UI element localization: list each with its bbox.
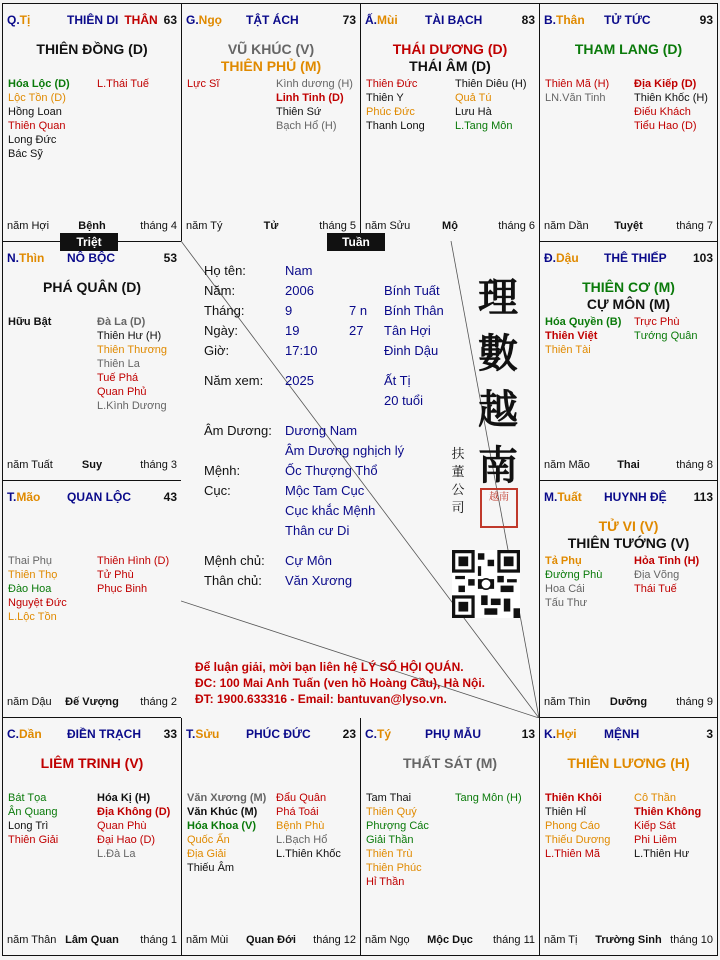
minor-star: Phúc Đức [366,106,415,118]
nguyet-han-month: tháng 7 [676,220,713,232]
nguyet-han-month: tháng 5 [319,220,356,232]
tieu-han-year: năm Tuất [7,459,53,471]
palace-name: MỆNH [604,727,640,741]
main-star: THIÊN TƯỚNG (V) [567,535,690,551]
can-chi: M.Tuất [544,490,582,504]
minor-star: Hữu Bật [8,316,52,328]
left-star-column [366,77,452,133]
right-star-column [634,791,718,861]
info-nam-xem-can-chi: Ất Tị [384,373,411,388]
palace-name: THÊ THIẾP [604,251,667,265]
minor-star: Văn Xương (M) [187,792,267,804]
dai-van-number: 23 [342,727,356,741]
right-star-column [634,315,718,343]
main-star: THIÊN ĐỒNG (D) [36,41,148,57]
info-cuc-value: Mộc Tam Cục [285,483,365,498]
info-thang-value: 9 [285,303,293,318]
small-calligraphy: 扶 董 公 司 [451,447,465,516]
can-chi: Q.Tị [7,13,31,27]
truong-sinh-stage: Bệnh [78,220,106,232]
info-menh-chu-value: Cự Môn [285,553,332,568]
palace-name: PHỤ MẪU [425,727,481,741]
minor-star: Quan Phù [97,820,147,832]
minor-star: L.Tang Môn [455,120,513,132]
minor-star: Hóa Kị (H) [97,792,151,804]
palace-name: NÔ BỘC [67,251,115,265]
info-nam-value: 2006 [285,283,314,298]
minor-star: L.Lộc Tồn [8,611,57,623]
info-thang-am: 7 n [349,303,368,318]
palace-header [365,13,535,29]
minor-star: Thanh Long [366,120,425,132]
tieu-han-year: năm Ngọ [365,934,410,946]
minor-star: Trực Phù [634,316,680,328]
truong-sinh-stage: Suy [81,459,103,471]
minor-star: Quan Phủ [97,386,147,398]
minor-star: Thiên Mã (H) [545,78,610,90]
minor-star: L.Thiên Khốc [276,848,341,860]
truong-sinh-stage: Dưỡng [609,696,648,708]
nguyet-han-month: tháng 3 [140,459,177,471]
palace-cell-dien-trach [2,717,182,956]
minor-star: Nguyệt Đức [8,597,67,609]
minor-star: Lực Sĩ [187,78,220,90]
minor-star: Thiên Thọ [8,569,58,581]
info-nam-xem-value: 2025 [285,373,314,388]
right-star-column [97,791,182,861]
minor-star: Hóa Khoa (V) [187,820,257,832]
info-than-chu-value: Văn Xương [285,573,353,588]
palace-name: ĐIỀN TRẠCH [67,727,141,741]
info-ngay-can-chi: Tân Hợi [384,323,431,338]
minor-star: L.Thiên Hư [634,848,690,860]
tieu-han-year: năm Mùi [186,934,229,946]
minor-star: Tấu Thư [545,597,588,609]
truong-sinh-stage: Thai [617,459,640,471]
palace-cell-tat-ach [181,3,361,242]
palace-name: TÀI BẠCH [425,13,483,27]
minor-star: LN.Văn Tinh [545,92,606,104]
palace-cell-tu-tuc [539,3,718,242]
palace-footer [365,220,535,234]
minor-star: Bệnh Phù [276,820,325,832]
minor-star: Tả Phụ [545,555,582,567]
palace-header [7,727,177,743]
main-star: PHÁ QUÂN (D) [43,279,141,295]
truong-sinh-stage: Trường Sinh [595,934,662,946]
chi-label: Dậu [556,251,579,265]
truong-sinh-stage: Tuyệt [614,220,643,232]
dai-van-number: 73 [342,13,356,27]
main-star: THAM LANG (D) [574,41,683,57]
truong-sinh-stage: Quan Đới [246,934,296,946]
chi-label: Thìn [19,251,45,265]
minor-star: Thiên Phúc [366,862,422,874]
than-marker: THÂN [124,13,158,27]
info-ngay-label: Ngày: [204,323,238,338]
palace-name: QUAN LỘC [67,490,131,504]
palace-cell-quan-loc [2,480,182,718]
dai-van-number: 113 [693,490,713,504]
minor-star: Tam Thai [366,792,412,804]
tieu-han-year: năm Tị [544,934,578,946]
minor-star: Hóa Lộc (D) [8,78,70,90]
palace-header [365,727,535,743]
info-menh-chu-label: Mệnh chủ: [204,553,265,568]
qr-code[interactable] [452,550,520,618]
tuan-tag: Tuần [327,233,385,251]
tieu-han-year: năm Sửu [365,220,411,232]
info-gio-can-chi: Đinh Dậu [384,343,439,358]
minor-star: Địa Giải [187,848,227,860]
minor-star: Thái Tuế [634,583,677,595]
chi-label: Mùi [377,13,398,27]
minor-star: Thiên Quý [366,806,417,818]
minor-star: Bạch Hổ (H) [276,120,337,132]
palace-footer [7,934,177,948]
palace-footer [186,934,356,948]
tieu-han-year: năm Thìn [544,696,591,708]
minor-star: Hồng Loan [8,106,62,118]
nguyet-han-month: tháng 2 [140,696,177,708]
minor-star: L.Đà La [97,848,136,860]
left-star-column [545,554,631,610]
minor-star: Thiên La [97,358,140,370]
main-star: VŨ KHÚC (V) [227,41,315,57]
minor-star: Thiên Việt [545,330,598,342]
left-star-column [545,791,631,861]
can-chi: T.Mão [7,490,41,504]
minor-star: Thiên Sứ [276,106,322,118]
palace-footer [186,220,356,234]
palace-footer [7,459,177,473]
palace-cell-thien-di [2,3,182,242]
red-seal-stamp: 越南 [480,488,518,528]
minor-star: Phi Liêm [634,834,677,846]
minor-star: Thiên Giải [8,834,59,846]
minor-star: Long Trì [8,820,49,832]
nguyet-han-month: tháng 4 [140,220,177,232]
can-chi: C.Dần [7,727,42,741]
info-am-duong-value: Dương Nam [285,423,358,438]
minor-star: Đường Phù [545,569,603,581]
info-nam-xem-label: Năm xem: [204,373,264,388]
minor-star: Thiên Khôi [545,792,602,804]
chi-label: Sửu [195,727,220,741]
info-thang-label: Tháng: [204,303,245,318]
minor-star: Điếu Khách [634,106,691,118]
palace-cell-tai-bach [360,3,540,242]
minor-star: Tử Phù [97,569,134,581]
palace-footer [7,220,177,234]
tieu-han-year: năm Mão [544,459,590,471]
minor-star: Đào Hoa [8,583,52,595]
nguyet-han-month: tháng 9 [676,696,713,708]
palace-cell-phu-mau [360,717,540,956]
palace-footer [544,459,713,473]
left-star-column [545,315,631,357]
right-star-column [97,554,182,596]
palace-header [7,251,177,267]
main-star: THIÊN LƯƠNG (H) [567,755,690,771]
info-nam-label: Năm: [204,283,236,298]
info-menh-label: Mệnh: [204,463,241,478]
right-star-column [455,791,540,805]
chi-label: Ngọ [198,13,222,27]
palace-header [544,251,713,267]
right-star-column [455,77,540,133]
minor-star: Lưu Hà [455,106,492,118]
nguyet-han-month: tháng 10 [670,934,713,946]
minor-star: Đà La (D) [97,316,146,328]
main-star: LIÊM TRINH (V) [40,755,144,771]
minor-star: Thiên Hư (H) [97,330,162,342]
info-ngay-value: 19 [285,323,300,338]
minor-star: Hỏa Tinh (H) [634,555,700,567]
minor-star: Đẩu Quân [276,792,327,804]
minor-star: Thiên Hình (D) [97,555,170,567]
minor-star: L.Bạch Hổ [276,834,328,846]
truong-sinh-stage: Đế Vượng [65,696,119,708]
palace-header [7,490,177,506]
left-star-column [8,554,94,624]
minor-star: Phục Binh [97,583,148,595]
minor-star: Thiên Y [366,92,404,104]
truong-sinh-stage: Mộ [442,220,458,232]
tieu-han-year: năm Thân [7,934,57,946]
palace-header [544,727,713,743]
info-gio-value: 17:10 [285,343,318,358]
minor-star: Thiên Khốc (H) [634,92,708,104]
left-star-column [8,77,94,161]
chi-label: Tị [19,13,31,27]
palace-footer [365,934,535,948]
palace-cell-no-boc [2,241,182,481]
minor-star: Cô Thần [634,792,676,804]
minor-star: Văn Khúc (M) [187,806,258,818]
main-star: CỰ MÔN (M) [586,296,671,312]
minor-star: L.Kình Dương [97,400,167,412]
dai-van-number: 83 [521,13,535,27]
nguyet-han-month: tháng 8 [676,459,713,471]
left-star-column [187,791,273,875]
palace-footer [7,696,177,710]
minor-star: Hỉ Thần [366,876,405,888]
minor-star: Thiếu Âm [187,862,235,874]
left-star-column [545,77,631,105]
minor-star: Bác Sỹ [8,148,43,160]
info-than-chu-label: Thân chủ: [204,573,262,588]
info-thang-can-chi: Bính Thân [384,303,444,318]
minor-star: Tiểu Hao (D) [634,120,697,132]
info-ngay-am: 27 [349,323,364,338]
minor-star: Thiên Quan [8,120,66,132]
minor-star: Thiên Thương [97,344,168,356]
palace-cell-the-thiep [539,241,718,481]
palace-header [186,13,356,29]
info-nam-can-chi: Bính Tuất [384,283,440,298]
dai-van-number: 43 [163,490,177,504]
main-star: THÁI DƯƠNG (D) [392,41,508,57]
can-chi: N.Thìn [7,251,45,265]
minor-star: Đại Hao (D) [97,834,156,846]
minor-star: Kình dương (H) [276,78,353,90]
palace-cell-menh [539,717,718,956]
minor-star: Thiên Tài [545,344,591,356]
palace-header [544,490,713,506]
nguyet-han-month: tháng 6 [498,220,535,232]
nguyet-han-month: tháng 12 [313,934,356,946]
right-star-column [634,77,718,133]
truong-sinh-stage: Lâm Quan [65,934,119,946]
minor-star: Thiên Trù [366,848,413,860]
left-star-column [187,77,273,91]
palace-cell-huynh-de [539,480,718,718]
minor-star: Hóa Quyền (B) [545,316,622,328]
minor-star: Bát Tọa [8,792,47,804]
can-chi: C.Tý [365,727,392,741]
can-chi: B.Thân [544,13,585,27]
minor-star: Tang Môn (H) [455,792,522,804]
minor-star: Địa Võng [634,569,680,581]
dai-van-number: 93 [699,13,713,27]
main-star: TỬ VI (V) [598,518,659,534]
chi-label: Dần [19,727,42,741]
palace-footer [544,220,713,234]
palace-name: TỬ TỨC [604,13,651,27]
minor-star: Hoa Cái [545,583,585,595]
minor-star: Thai Phụ [8,555,53,567]
dai-van-number: 53 [163,251,177,265]
triet-tag: Triệt [60,233,118,251]
minor-star: Quả Tú [455,92,492,104]
info-than-cu: Thân cư Di [285,523,350,538]
can-chi: T.Sửu [186,727,220,741]
right-star-column [634,554,718,596]
minor-star: Thiên Không [634,806,702,818]
minor-star: Giải Thần [366,834,414,846]
chi-label: Tuất [557,490,582,504]
dai-van-number: 63 [163,13,177,27]
can-chi: K.Hợi [544,727,577,741]
can-chi: G.Ngọ [186,13,222,27]
minor-star: Địa Không (D) [97,806,171,818]
minor-star: Tuế Phá [97,372,139,384]
main-star: THIÊN PHỦ (M) [220,58,322,74]
info-am-duong-label: Âm Dương: [204,423,272,438]
info-menh-value: Ốc Thượng Thổ [285,463,378,478]
can-chi: Ấ.Mùi [365,13,398,27]
chi-label: Thân [556,13,585,27]
chi-label: Hợi [556,727,577,741]
minor-star: Thiên Hỉ [545,806,586,818]
contact-line-1: Để luận giải, mời bạn liên hệ LÝ SỐ HỘI QUÁN. [195,660,464,674]
tieu-han-year: năm Dậu [7,696,52,708]
minor-star: Quốc Ấn [187,834,230,846]
info-tuoi: 20 tuổi [384,393,424,408]
palace-name: THIÊN DI THÂN [67,13,158,27]
info-ho-ten-value: Nam [285,263,313,278]
palace-footer [544,696,713,710]
minor-star: Lộc Tồn (D) [8,92,66,104]
right-star-column [276,791,361,861]
truong-sinh-stage: Mộc Dục [427,934,473,946]
contact-address: ĐC: 100 Mai Anh Tuấn (ven hồ Hoàng Cầu), Hà Nội. [195,676,486,690]
info-ho-ten: Họ tên: [204,263,246,278]
minor-star: Địa Kiếp (D) [634,78,697,90]
minor-star: Thiên Đức [366,78,418,90]
chi-label: Tý [377,727,392,741]
tieu-han-year: năm Hợi [7,220,50,232]
minor-star: Phượng Các [366,820,429,832]
minor-star: Ân Quang [8,806,58,818]
right-star-column [276,77,361,133]
calligraphy-logo: 理 數 越 南 [478,274,518,489]
main-star: THÁI ÂM (D) [409,58,491,74]
left-star-column [8,791,94,847]
contact-phone-email[interactable]: ĐT: 1900.633316 - Email: bantuvan@lyso.vn. [195,692,447,706]
palace-header [544,13,713,29]
minor-star: L.Thiên Mã [545,848,601,860]
right-star-column [97,77,182,91]
palace-cell-phuc-duc [181,717,361,956]
left-star-column [366,791,452,889]
palace-header [7,13,177,29]
main-star: THIÊN CƠ (M) [582,279,675,295]
minor-star: Phá Toái [276,806,319,818]
truong-sinh-stage: Tử [263,220,279,232]
palace-name: HUYNH ĐỆ [604,490,667,504]
nguyet-han-month: tháng 11 [492,934,535,946]
palace-name: TẬT ÁCH [246,13,299,27]
can-chi: Đ.Dậu [544,251,579,265]
info-cuc-note: Cục khắc Mệnh [285,503,376,518]
dai-van-number: 103 [692,251,713,265]
palace-footer [544,934,713,948]
info-cuc-label: Cục: [204,483,231,498]
chi-label: Mão [16,490,41,504]
minor-star: Tướng Quân [634,330,698,342]
minor-star: L.Thái Tuế [97,78,149,90]
dai-van-number: 33 [163,727,177,741]
minor-star: Thiếu Dương [545,834,611,846]
minor-star: Linh Tinh (D) [276,92,344,104]
tieu-han-year: năm Tý [186,220,223,232]
dai-van-number: 13 [521,727,535,741]
nguyet-han-month: tháng 1 [140,934,177,946]
minor-star: Phong Cáo [545,820,601,832]
info-gio-label: Giờ: [204,343,230,358]
palace-header [186,727,356,743]
main-star: THẤT SÁT (M) [402,755,498,771]
tieu-han-year: năm Dần [544,220,589,232]
dai-van-number: 3 [706,727,713,741]
minor-star: Kiếp Sát [634,820,676,832]
palace-name: PHÚC ĐỨC [246,727,311,741]
minor-star: Thiên Diêu (H) [455,78,527,90]
left-star-column [8,315,94,329]
minor-star: Long Đức [8,134,57,146]
right-star-column [97,315,182,413]
info-am-duong-note: Âm Dương nghịch lý [285,443,405,458]
